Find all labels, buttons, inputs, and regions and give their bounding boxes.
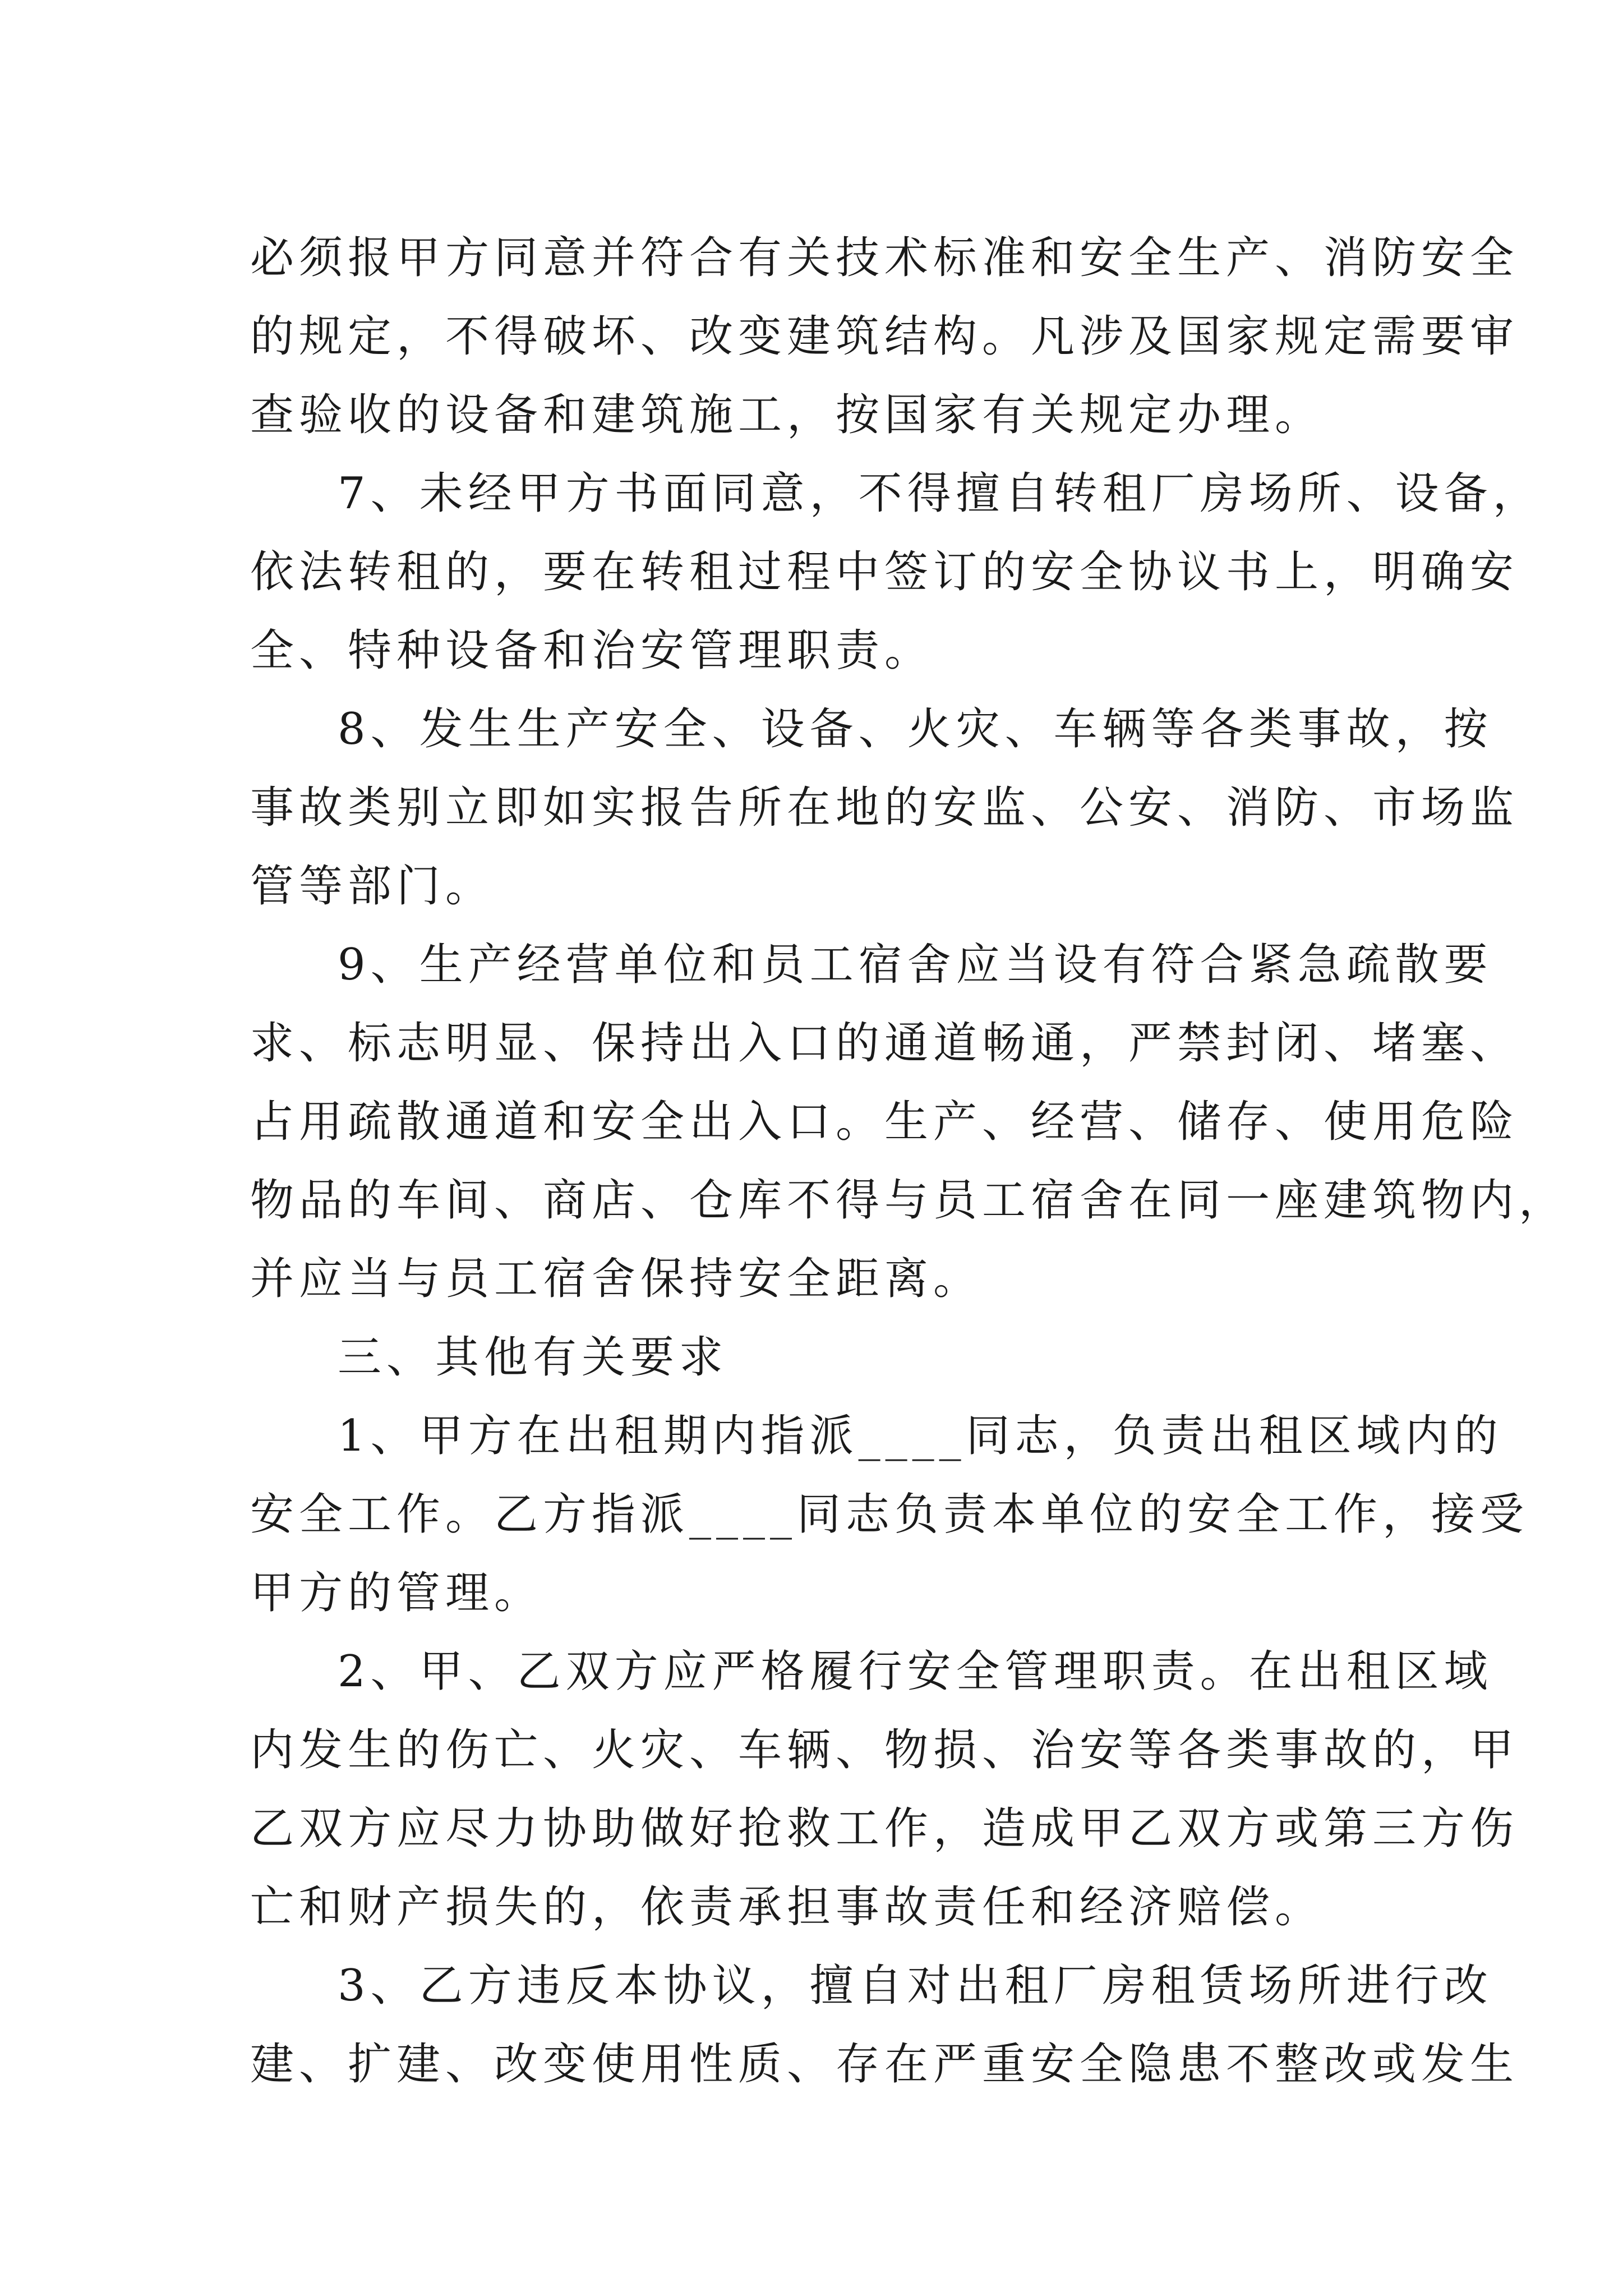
paragraph [250, 219, 1519, 454]
paragraph [250, 926, 1568, 1318]
text-line: 安全工作。乙方指派____同志负责本单位的安全工作，接受 [250, 1489, 1529, 1540]
document-body [250, 219, 1568, 2104]
text-line: 9、生产经营单位和员工宿舍应当设有符合紧急疏散要 [338, 940, 1493, 990]
paragraph [250, 1397, 1529, 1632]
text-line: 内发生的伤亡、火灾、车辆、物损、治安等各类事故的，甲 [250, 1725, 1519, 1775]
text-line: 建、扩建、改变使用性质、存在严重安全隐患不整改或发生 [250, 2039, 1519, 2090]
text-line: 1、甲方在出租期内指派____同志，负责出租区域内的 [338, 1411, 1503, 1461]
text-line: 必须报甲方同意并符合有关技术标准和安全生产、消防安全 [250, 233, 1519, 283]
text-line: 事故类别立即如实报告所在地的安监、公安、消防、市场监 [250, 783, 1519, 833]
paragraph [250, 454, 1542, 690]
text-line: 占用疏散通道和安全出入口。生产、经营、储存、使用危险 [250, 1097, 1519, 1147]
text-line: 甲方的管理。 [250, 1568, 543, 1618]
text-line: 7、未经甲方书面同意，不得擅自转租厂房场所、设备， [338, 468, 1542, 519]
paragraph [250, 1318, 1377, 1397]
text-line: 3、乙方违反本协议，擅自对出租厂房租赁场所进行改 [338, 1961, 1493, 2011]
paragraph [250, 1632, 1519, 1947]
text-line: 亡和财产损失的，依责承担事故责任和经济赔偿。 [250, 1882, 1324, 1932]
text-line: 2、甲、乙双方应严格履行安全管理职责。在出租区域 [338, 1646, 1493, 1697]
text-line: 全、特种设备和治安管理职责。 [250, 625, 934, 676]
text-line: 物品的车间、商店、仓库不得与员工宿舍在同一座建筑物内， [250, 1175, 1568, 1226]
text-line: 查验收的设备和建筑施工，按国家有关规定办理。 [250, 390, 1324, 440]
paragraph [250, 690, 1519, 926]
text-line: 三、其他有关要求 [338, 1332, 728, 1383]
text-line: 依法转租的，要在转租过程中签订的安全协议书上，明确安 [250, 547, 1519, 597]
paragraph [250, 1947, 1519, 2104]
text-line: 乙双方应尽力协助做好抢救工作，造成甲乙双方或第三方伤 [250, 1803, 1519, 1854]
text-line: 的规定，不得破坏、改变建筑结构。凡涉及国家规定需要审 [250, 311, 1519, 362]
text-line: 管等部门。 [250, 861, 495, 912]
text-line: 并应当与员工宿舍保持安全距离。 [250, 1254, 983, 1304]
text-line: 求、标志明显、保持出入口的通道畅通，严禁封闭、堵塞、 [250, 1018, 1519, 1069]
text-line: 8、发生生产安全、设备、火灾、车辆等各类事故，按 [338, 704, 1493, 754]
